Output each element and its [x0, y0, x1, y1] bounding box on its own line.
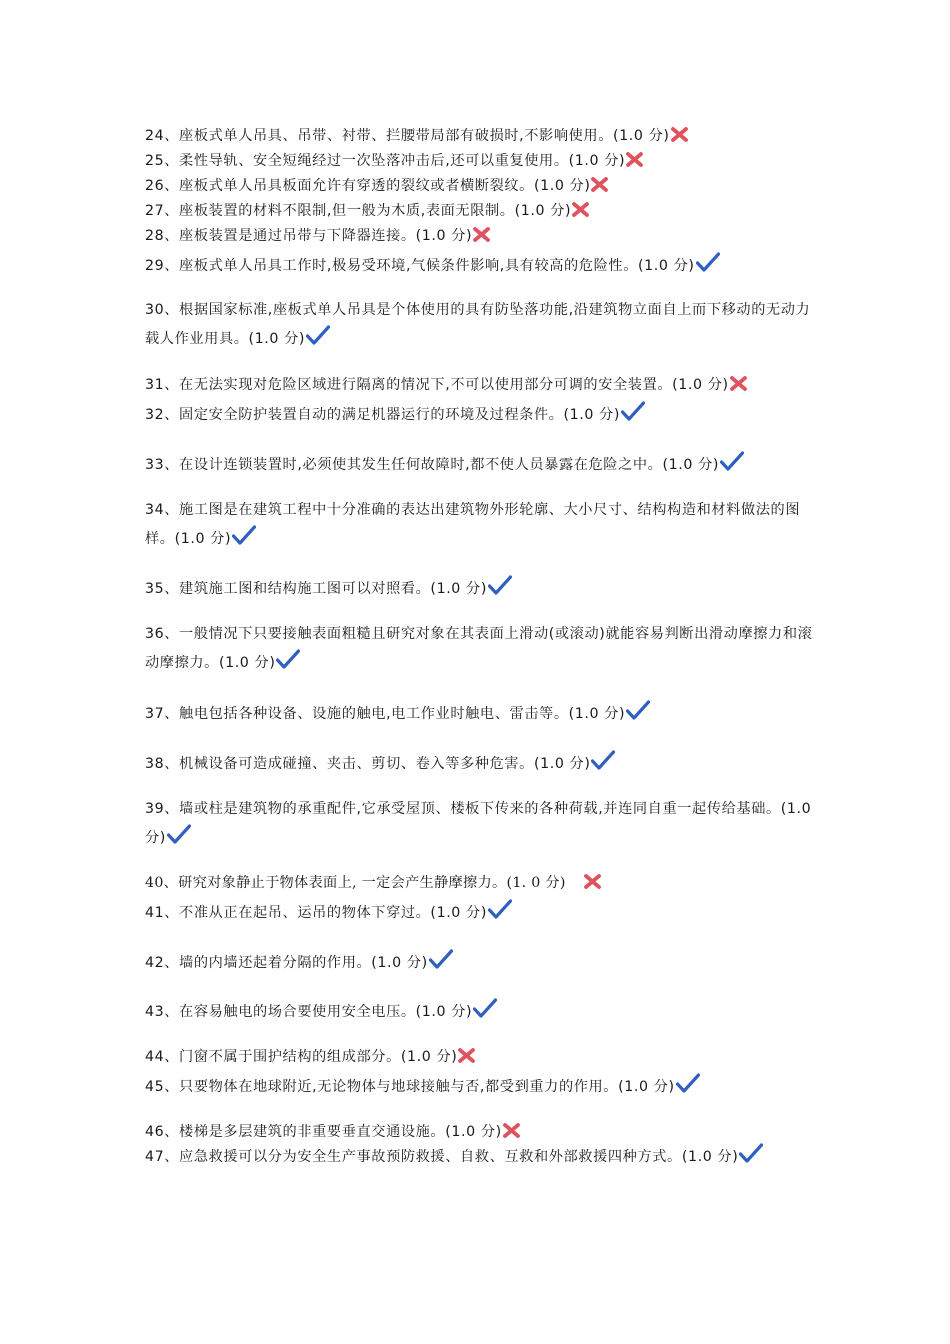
cross-icon [671, 127, 688, 142]
question-item [145, 496, 815, 554]
question-text: 39、墙或柱是建筑物的承重配件,它承受屋顶、楼板下传来的各种荷载,并连同自重一起传给基础。(1.0 分) [145, 801, 812, 846]
question-item [145, 451, 815, 480]
question-text: 35、建筑施工图和结构施工图可以对照看。(1.0 分) [145, 581, 487, 597]
question-item [145, 296, 815, 354]
question-text: 41、不准从正在起吊、运吊的物体下穿过。(1.0 分) [145, 905, 487, 921]
cross-icon [626, 152, 643, 167]
question-text: 38、机械设备可造成碰撞、夹击、剪切、卷入等多种危害。(1.0 分) [145, 756, 591, 772]
checkmark-icon [473, 998, 497, 1018]
cross-icon [503, 1123, 520, 1138]
question-item [145, 998, 815, 1027]
checkmark-icon [696, 252, 720, 272]
question-item [145, 252, 815, 281]
checkmark-icon [591, 750, 615, 770]
checkmark-icon [429, 949, 453, 969]
question-item [145, 700, 815, 729]
question-text: 27、座板装置的材料不限制,但一般为木质,表面无限制。(1.0 分) [145, 203, 572, 219]
checkmark-icon [232, 525, 256, 545]
question-item [145, 1143, 815, 1172]
question-text: 34、施工图是在建筑工程中十分准确的表达出建筑物外形轮廓、大小尺寸、结构构造和材料做法的图样。(1.0 分) [145, 502, 801, 547]
checkmark-icon [276, 649, 300, 669]
question-item [145, 795, 815, 853]
question-item [145, 949, 815, 978]
question-text: 32、固定安全防护装置自动的满足机器运行的环境及过程条件。(1.0 分) [145, 407, 621, 423]
cross-icon [572, 202, 589, 217]
checkmark-icon [488, 899, 512, 919]
checkmark-icon [676, 1073, 700, 1093]
question-text: 43、在容易触电的场合要使用安全电压。(1.0 分) [145, 1004, 473, 1020]
question-item [145, 750, 815, 779]
checkmark-icon [720, 451, 744, 471]
question-item [145, 620, 815, 678]
cross-icon [730, 376, 747, 391]
question-text: 31、在无法实现对危险区域进行隔离的情况下,不可以使用部分可调的安全装置。(1.0 分) [145, 377, 729, 393]
question-text: 26、座板式单人吊具板面允许有穿透的裂纹或者横断裂纹。(1.0 分) [145, 178, 591, 194]
cross-icon [584, 874, 601, 889]
question-text: 47、应急救援可以分为安全生产事故预防救援、自救、互救和外部救援四种方式。(1.0 分) [145, 1149, 739, 1165]
checkmark-icon [739, 1143, 763, 1163]
question-text: 24、座板式单人吊具、吊带、衬带、拦腰带局部有破损时,不影响使用。(1.0 分) [145, 128, 670, 144]
question-item [145, 222, 815, 251]
question-item [145, 371, 815, 400]
checkmark-icon [488, 575, 512, 595]
question-item [145, 575, 815, 604]
checkmark-icon [621, 401, 645, 421]
checkmark-icon [167, 824, 191, 844]
checkmark-icon [626, 700, 650, 720]
question-text: 44、门窗不属于围护结构的组成部分。(1.0 分) [145, 1049, 458, 1065]
question-text: 40、研究对象静止于物体表面上, 一定会产生静摩擦力。(1. 0 分) [145, 875, 566, 891]
question-text: 37、触电包括各种设备、设施的触电,电工作业时触电、雷击等。(1.0 分) [145, 706, 626, 722]
cross-icon [591, 177, 608, 192]
question-text: 25、柔性导轨、安全短绳经过一次坠落冲击后,还可以重复使用。(1.0 分) [145, 153, 626, 169]
question-text: 45、只要物体在地球附近,无论物体与地球接触与否,都受到重力的作用。(1.0 分) [145, 1079, 675, 1095]
question-text: 46、楼梯是多层建筑的非重要垂直交通设施。(1.0 分) [145, 1124, 502, 1140]
question-item [145, 401, 815, 430]
checkmark-icon [306, 325, 330, 345]
question-text: 28、座板装置是通过吊带与下降器连接。(1.0 分) [145, 228, 473, 244]
question-item [145, 869, 815, 898]
question-text: 36、一般情况下只要接触表面粗糙且研究对象在其表面上滑动(或滚动)就能容易判断出滑动摩擦力和滚动摩擦力。(1.0 分) [145, 626, 813, 671]
question-item [145, 1073, 815, 1102]
cross-icon [473, 227, 490, 242]
question-item [145, 1043, 815, 1072]
question-text: 29、座板式单人吊具工作时,极易受环境,气候条件影响,具有较高的危险性。(1.0 分) [145, 258, 695, 274]
question-text: 42、墙的内墙还起着分隔的作用。(1.0 分) [145, 955, 428, 971]
question-item [145, 899, 815, 928]
question-text: 33、在设计连锁装置时,必须使其发生任何故障时,都不使人员暴露在危险之中。(1.0 分) [145, 457, 719, 473]
question-text: 30、根据国家标准,座板式单人吊具是个体使用的具有防坠落功能,沿建筑物立面自上而下移动的无动力载人作业用具。(1.0 分) [145, 302, 811, 347]
cross-icon [458, 1048, 475, 1063]
